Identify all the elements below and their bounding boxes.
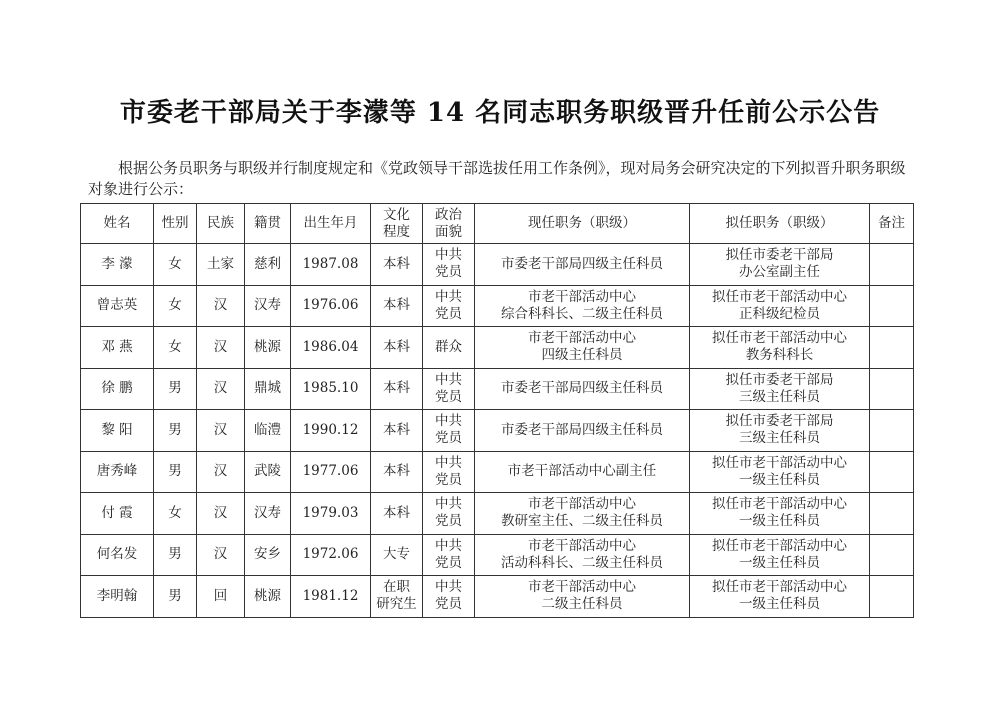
table-body: [81, 244, 914, 618]
cell-name: 黎 阳: [81, 410, 154, 452]
cell-political-line: 党员: [435, 305, 462, 322]
cell-political-line: 群众: [435, 338, 462, 355]
cell-education-line: 本科: [383, 380, 410, 397]
cell-political: [423, 493, 475, 535]
cell-political: [423, 576, 475, 618]
table-row: [81, 576, 914, 618]
cell-remarks: [870, 285, 914, 327]
cell-education: [371, 368, 423, 410]
table-row: [81, 534, 914, 576]
cell-current-position-line: 四级主任科员: [541, 347, 623, 364]
cell-current-position-line: 市老干部活动中心: [528, 496, 636, 513]
header-current-position: 现任职务（职级）: [475, 204, 690, 244]
cell-political-line: 党员: [435, 554, 462, 571]
cell-education: [371, 327, 423, 369]
cell-political-line: 党员: [435, 388, 462, 405]
cell-current-position: [475, 410, 690, 452]
cell-education-line: 大专: [383, 546, 410, 563]
cell-current-position-line: 市老干部活动中心副主任: [507, 463, 657, 480]
cell-birth: 1972.06: [291, 534, 371, 576]
cell-current-position-line: 市委老干部局四级主任科员: [501, 255, 663, 272]
cell-political: [423, 285, 475, 327]
table-row: [81, 451, 914, 493]
header-ethnicity: 民族: [197, 204, 245, 244]
cell-political-line: 中共: [435, 579, 462, 596]
cell-proposed-position-line: 拟任市委老干部局: [725, 413, 834, 430]
cell-education: [371, 576, 423, 618]
cell-proposed-position-line: 一级主任科员: [739, 471, 820, 488]
cell-proposed-position-line: 三级主任科员: [739, 430, 820, 447]
cell-education: [371, 244, 423, 286]
cell-origin: 安乡: [245, 534, 291, 576]
header-gender: 性别: [154, 204, 197, 244]
cell-gender: 女: [154, 493, 197, 535]
cell-proposed-position-line: 三级主任科员: [739, 388, 820, 405]
cell-gender: 男: [154, 410, 197, 452]
cell-education-line: 研究生: [376, 596, 417, 613]
table-row: [81, 493, 914, 535]
cell-proposed-position-line: 拟任市老干部活动中心: [712, 579, 847, 596]
cell-remarks: [870, 534, 914, 576]
document-title: 市委老干部局关于李濛等 14 名同志职务职级晋升任前公示公告: [119, 98, 881, 128]
cell-education: [371, 285, 423, 327]
cell-gender: 男: [154, 368, 197, 410]
cell-political-line: 党员: [435, 596, 462, 613]
cell-ethnicity: 汉: [197, 327, 245, 369]
cell-political-line: 中共: [435, 496, 462, 513]
cell-remarks: [870, 410, 914, 452]
cell-political-line: 党员: [435, 430, 462, 447]
cell-current-position-line: 二级主任科员: [541, 596, 623, 613]
cell-birth: 1981.12: [291, 576, 371, 618]
cell-proposed-position: [690, 534, 870, 576]
cell-ethnicity: 回: [197, 576, 245, 618]
cell-remarks: [870, 493, 914, 535]
cell-political-line: 中共: [435, 288, 462, 305]
cell-birth: 1985.10: [291, 368, 371, 410]
cell-remarks: [870, 451, 914, 493]
cell-origin: 慈利: [245, 244, 291, 286]
cell-birth: 1979.03: [291, 493, 371, 535]
cell-ethnicity: 土家: [197, 244, 245, 286]
cell-origin: 桃源: [245, 327, 291, 369]
cell-remarks: [870, 368, 914, 410]
cell-proposed-position: [690, 451, 870, 493]
cell-current-position-line: 市老干部活动中心: [528, 288, 636, 305]
cell-education-line: 本科: [383, 463, 410, 480]
cell-proposed-position-line: 拟任市委老干部局: [725, 371, 834, 388]
cell-proposed-position-line: 拟任市老干部活动中心: [712, 496, 847, 513]
cell-education: [371, 534, 423, 576]
cell-proposed-position-line: 拟任市老干部活动中心: [712, 537, 847, 554]
header-education: [371, 204, 423, 244]
cell-proposed-position-line: 办公室副主任: [739, 264, 820, 281]
cell-political: [423, 451, 475, 493]
cell-name: 付 霞: [81, 493, 154, 535]
cell-current-position: [475, 493, 690, 535]
cell-remarks: [870, 244, 914, 286]
cell-proposed-position: [690, 285, 870, 327]
cell-name: 李 濛: [81, 244, 154, 286]
cell-remarks: [870, 327, 914, 369]
cell-current-position: [475, 285, 690, 327]
cell-political-line: 中共: [435, 413, 462, 430]
cell-proposed-position: [690, 576, 870, 618]
cell-current-position-line: 市老干部活动中心: [528, 537, 636, 554]
cell-political: [423, 534, 475, 576]
cell-birth: 1977.06: [291, 451, 371, 493]
cell-gender: 女: [154, 244, 197, 286]
cell-political-line: 党员: [435, 471, 462, 488]
cell-current-position-line: 市老干部活动中心: [528, 330, 636, 347]
cell-current-position: [475, 534, 690, 576]
table-row: [81, 410, 914, 452]
cell-current-position-line: 综合科科长、二级主任科员: [501, 305, 663, 322]
cell-political-line: 中共: [435, 454, 462, 471]
cell-current-position: [475, 327, 690, 369]
cell-name: 何名发: [81, 534, 154, 576]
appointment-table: [80, 203, 914, 618]
cell-current-position: [475, 244, 690, 286]
cell-current-position: [475, 368, 690, 410]
cell-political-line: 党员: [435, 264, 462, 281]
cell-name: 邓 燕: [81, 327, 154, 369]
cell-ethnicity: 汉: [197, 285, 245, 327]
cell-birth: 1976.06: [291, 285, 371, 327]
cell-education-line: 本科: [383, 421, 410, 438]
cell-education: [371, 451, 423, 493]
header-education-line: 程度: [383, 223, 410, 240]
table-row: [81, 368, 914, 410]
cell-current-position-line: 教研室主任、二级主任科员: [501, 513, 663, 530]
cell-education-line: 本科: [383, 255, 410, 272]
cell-gender: 男: [154, 576, 197, 618]
cell-current-position-line: 活动科科长、二级主任科员: [501, 554, 663, 571]
cell-political-line: 中共: [435, 537, 462, 554]
cell-remarks: [870, 576, 914, 618]
cell-ethnicity: 汉: [197, 410, 245, 452]
cell-proposed-position-line: 拟任市老干部活动中心: [712, 288, 847, 305]
cell-birth: 1987.08: [291, 244, 371, 286]
table-row: [81, 327, 914, 369]
cell-origin: 汉寿: [245, 493, 291, 535]
cell-proposed-position-line: 拟任市老干部活动中心: [712, 454, 847, 471]
cell-gender: 女: [154, 327, 197, 369]
cell-ethnicity: 汉: [197, 368, 245, 410]
cell-education-line: 本科: [383, 297, 410, 314]
header-political-line: 面貌: [435, 223, 462, 240]
cell-education-line: 在职: [383, 579, 410, 596]
cell-ethnicity: 汉: [197, 534, 245, 576]
cell-political: [423, 327, 475, 369]
cell-proposed-position: [690, 493, 870, 535]
cell-birth: 1986.04: [291, 327, 371, 369]
table-header-row: [81, 204, 914, 244]
cell-proposed-position-line: 一级主任科员: [739, 554, 820, 571]
cell-origin: 鼎城: [245, 368, 291, 410]
cell-name: 李明翰: [81, 576, 154, 618]
cell-origin: 武陵: [245, 451, 291, 493]
cell-birth: 1990.12: [291, 410, 371, 452]
cell-gender: 男: [154, 534, 197, 576]
cell-proposed-position-line: 教务科科长: [745, 347, 814, 364]
cell-gender: 男: [154, 451, 197, 493]
cell-current-position-line: 市委老干部局四级主任科员: [501, 421, 663, 438]
header-education-line: 文化: [383, 206, 410, 223]
header-origin: 籍贯: [245, 204, 291, 244]
cell-political-line: 中共: [435, 371, 462, 388]
cell-name: 徐 鹏: [81, 368, 154, 410]
cell-political: [423, 410, 475, 452]
cell-current-position: [475, 451, 690, 493]
cell-current-position: [475, 576, 690, 618]
cell-proposed-position-line: 正科级纪检员: [739, 305, 820, 322]
header-political: [423, 204, 475, 244]
cell-education: [371, 410, 423, 452]
cell-proposed-position-line: 拟任市老干部活动中心: [712, 330, 847, 347]
header-remarks: 备注: [870, 204, 914, 244]
cell-education: [371, 493, 423, 535]
cell-name: 曾志英: [81, 285, 154, 327]
table-row: [81, 285, 914, 327]
cell-proposed-position-line: 一级主任科员: [739, 596, 820, 613]
cell-current-position-line: 市老干部活动中心: [528, 579, 636, 596]
cell-gender: 女: [154, 285, 197, 327]
cell-proposed-position: [690, 327, 870, 369]
cell-name: 唐秀峰: [81, 451, 154, 493]
cell-political: [423, 244, 475, 286]
cell-ethnicity: 汉: [197, 451, 245, 493]
cell-proposed-position: [690, 410, 870, 452]
cell-proposed-position: [690, 244, 870, 286]
cell-ethnicity: 汉: [197, 493, 245, 535]
intro-paragraph: 根据公务员职务与职级并行制度规定和《党政领导干部选拔任用工作条例》，现对局务会研究决定的下列拟晋升职务职级对象进行公示：: [88, 159, 906, 198]
cell-current-position-line: 市委老干部局四级主任科员: [501, 380, 663, 397]
header-political-line: 政治: [435, 206, 462, 223]
header-name: 姓名: [81, 204, 154, 244]
header-proposed-position: 拟任职务（职级）: [690, 204, 870, 244]
cell-political: [423, 368, 475, 410]
header-birth: 出生年月: [291, 204, 371, 244]
cell-proposed-position-line: 拟任市委老干部局: [725, 247, 834, 264]
cell-education-line: 本科: [383, 338, 410, 355]
cell-proposed-position-line: 一级主任科员: [739, 513, 820, 530]
cell-proposed-position: [690, 368, 870, 410]
cell-political-line: 中共: [435, 247, 462, 264]
cell-education-line: 本科: [383, 504, 410, 521]
cell-political-line: 党员: [435, 513, 462, 530]
cell-origin: 汉寿: [245, 285, 291, 327]
cell-origin: 临澧: [245, 410, 291, 452]
cell-origin: 桃源: [245, 576, 291, 618]
table-row: [81, 244, 914, 286]
